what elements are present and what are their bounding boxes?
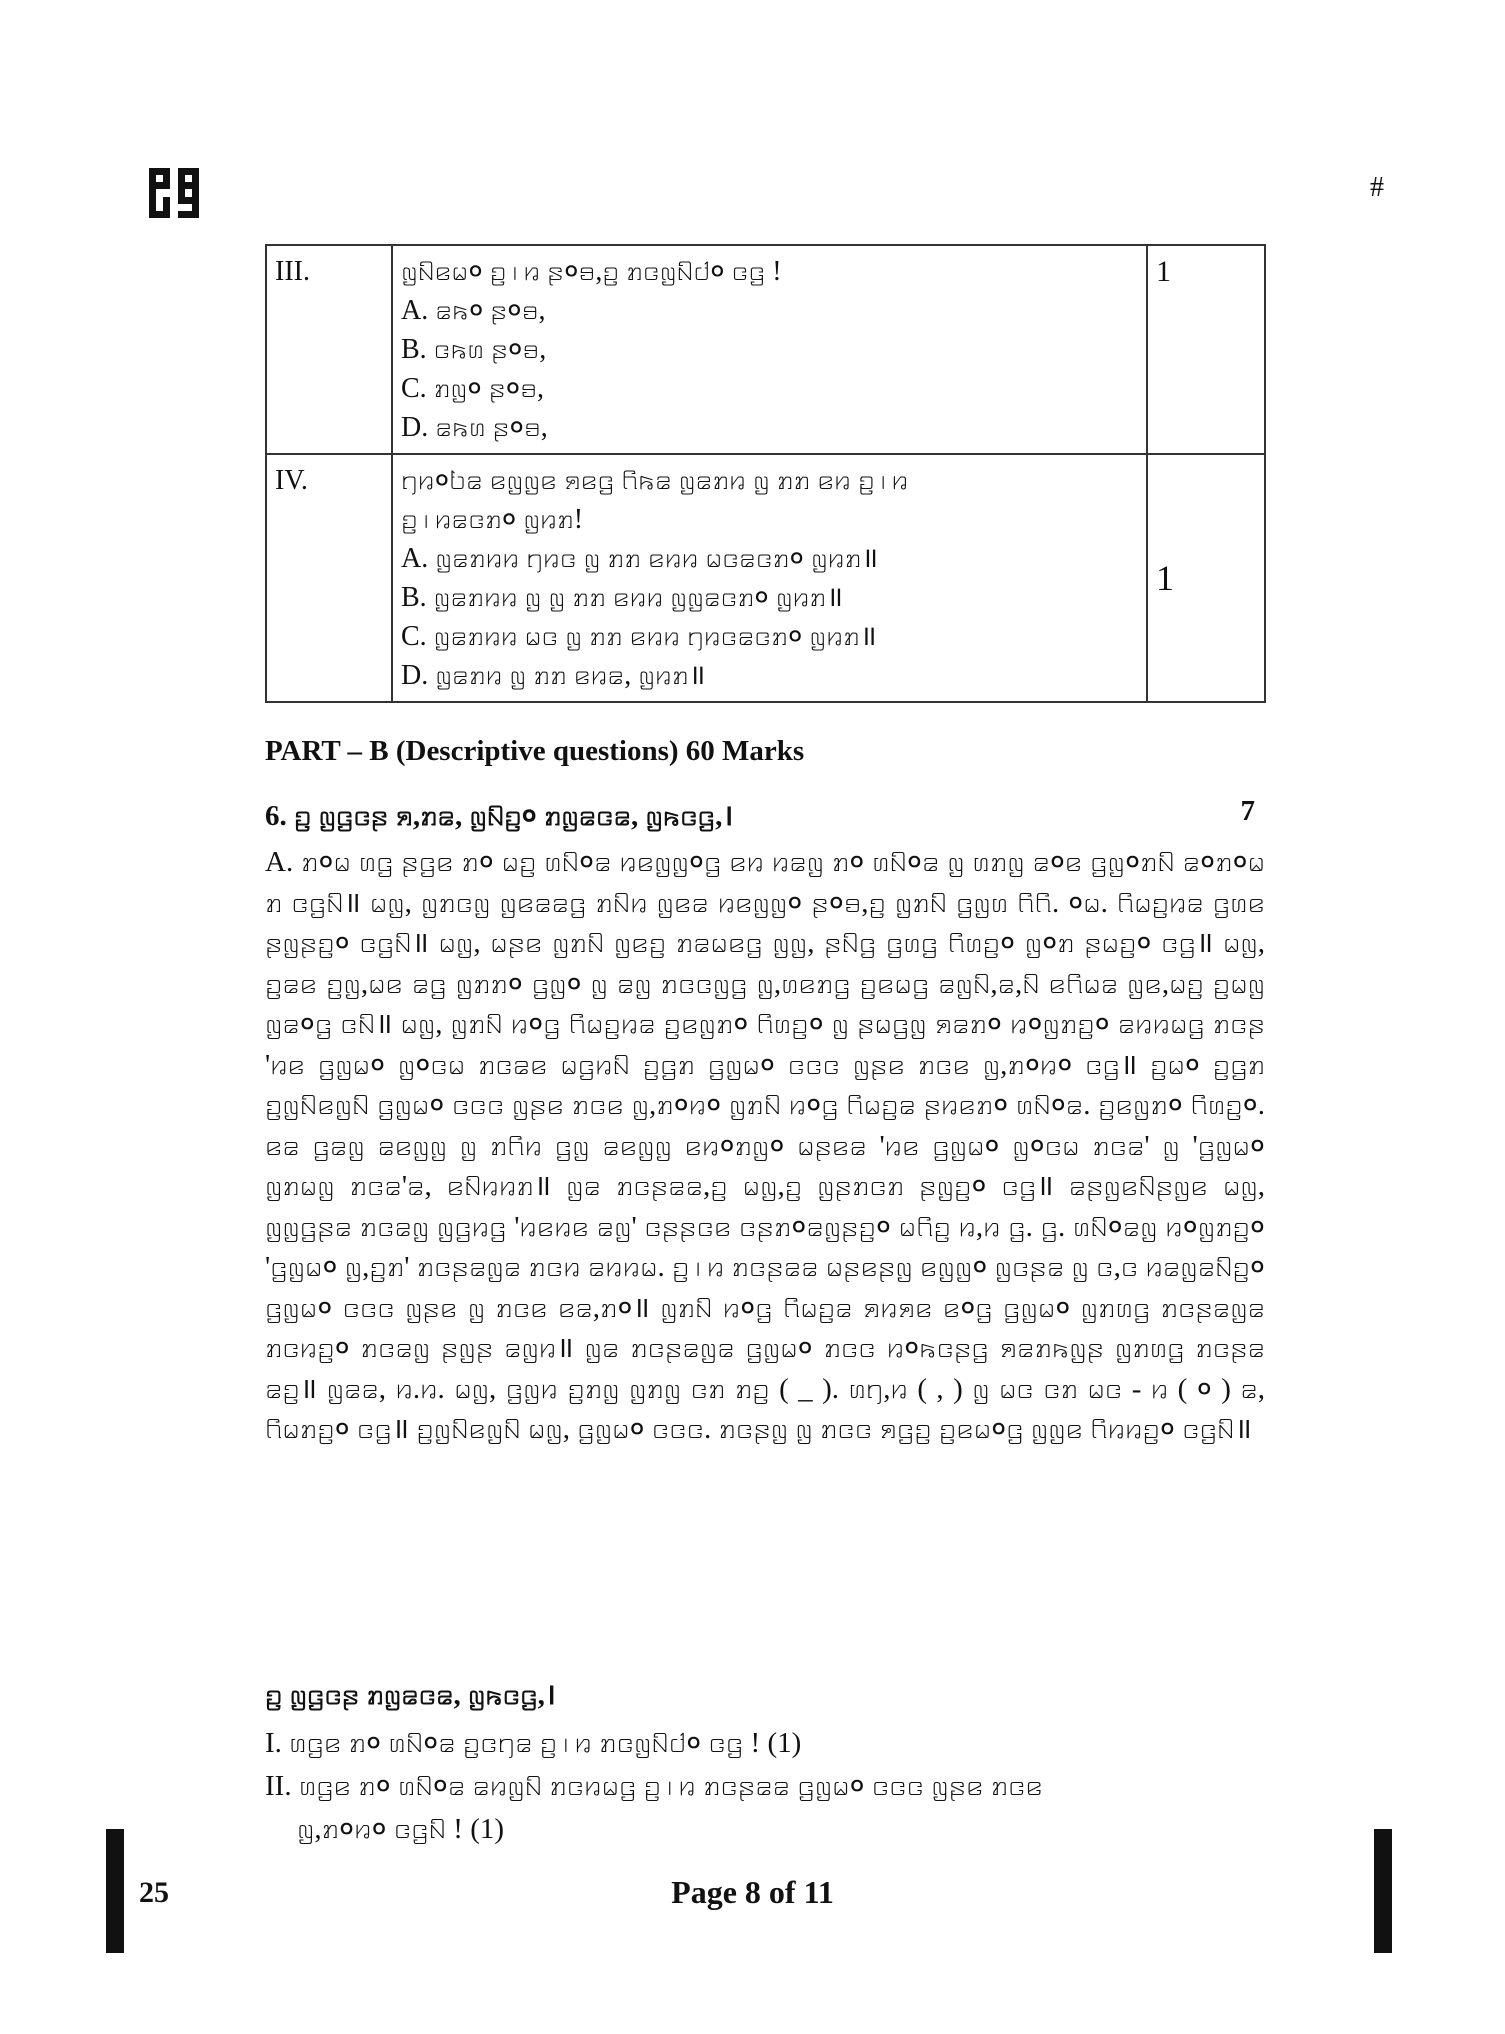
marks: 1	[1147, 454, 1265, 702]
section-heading: PART – B (Descriptive questions) 60 Marks	[265, 735, 805, 767]
question-cell	[392, 245, 1147, 454]
sub-questions	[265, 1722, 1265, 1851]
qr-code-icon	[149, 168, 199, 218]
page-number: Page 8 of 11	[671, 1874, 834, 1910]
sub-question-1: I. ꤛꤞꤕ ꤊ० ꤛꤡ०ꤘ ꤑꤍꤚꤘ ꤑ꤯ꤙ ꤊꤍꤜꤡꤓ० ꤍꤞ ! (1)	[265, 1727, 802, 1759]
table-row	[266, 245, 1265, 454]
sub-question-2: II. ꤛꤞꤕ ꤊ० ꤛꤡ०ꤘ ꤘꤙꤜꤡ ꤊꤍꤙꤗꤞ ꤑ꤯ꤙ ꤊꤍꤔꤘꤘ ꤞꤜꤗ० ꤍꤍꤍ ꤜꤔꤕ ꤊꤍꤕ	[265, 1770, 1043, 1802]
question-number: IV.	[266, 454, 392, 702]
sub-question-2-cont: ꤜ,ꤊ०ꤙ० ꤍꤞꤡ ! (1)	[297, 1813, 505, 1845]
option-a: A. ꤜꤘꤊꤙꤙ ꤚꤙꤍ ꤜ ꤊꤊ ꤕꤙꤙ ꤗꤍꤘꤍꤊ० ꤜꤙꤊ॥	[401, 543, 879, 574]
option-b: B. ꤜꤘꤊꤙꤙ ꤜ ꤜ ꤊꤊ ꤕꤙꤙ ꤜꤜꤘꤍꤊ० ꤜꤙꤊ॥	[401, 582, 844, 613]
option-d: D. ꤜꤘꤊꤙ ꤜ ꤊꤊ ꤕꤙꤘ, ꤜꤙꤊ॥	[401, 660, 706, 691]
question-6-marks: 7	[1240, 795, 1255, 827]
table-row	[266, 454, 1265, 702]
question-cell	[392, 454, 1147, 702]
question-text-cont: ꤑ꤯ꤙꤘꤍꤊ० ꤜꤙꤊ!	[401, 504, 584, 535]
sub-heading: ꤑ ꤜꤞꤍꤔ ꤊꤜꤘꤍꤘ, ꤜꤒꤍꤞ,।	[265, 1679, 556, 1711]
passage: A. ꤊ०ꤗ ꤛꤞ ꤔꤞꤕ ꤊ० ꤗꤑ ꤛꤡ०ꤘ ꤙꤕꤜꤜ०ꤞ ꤕꤙ ꤙꤘꤜ ꤊ० ꤛꤡ०ꤘ ꤜ ꤛꤊꤜ ꤘ०ꤕ ꤞꤜ०ꤊꤡ ꤘ०ꤊ०ꤗ ꤊ ꤍꤞꤡ॥ ꤗꤜ, ꤜꤊꤍꤜ ꤜꤕꤘꤘꤞ ꤊꤡꤙ ꤜꤕꤘ ꤙꤕꤜꤜ० ꤔ०ꤋ,ꤑ ꤜꤊꤡ ꤞꤜꤛ ꤖꤖ. ०ꤗ. ꤖꤗꤑꤙꤘ ꤞꤛꤕ ꤔꤜꤔꤑ० ꤍꤞꤡ॥ ꤗꤜ, ꤗꤔꤕ ꤜꤊꤡ ꤜꤕꤑ ꤊꤘꤗꤕꤞ ꤜꤜ, ꤔꤡꤞ ꤞꤛꤞ ꤖꤛꤑ० ꤜ०ꤊ ꤔꤗꤑ० ꤍꤞ॥ ꤗꤜ, ꤑꤘꤕ ꤑꤜ,ꤗꤕ ꤘꤞ ꤜꤊꤊ० ꤞꤜ० ꤜ ꤘꤜ ꤊꤍꤍꤜꤞ ꤜ,ꤛꤕꤊꤞ ꤑꤕꤗꤞ ꤘꤜꤡ,ꤘ,ꤡ ꤕꤖꤗꤘ ꤜꤕ,ꤗꤑ ꤑꤗꤜ ꤜꤘ०ꤞ ꤍꤡ॥ ꤗꤜ, ꤜꤊꤡ ꤙ०ꤞ ꤖꤗꤑꤙꤘ ꤑꤕꤜꤊ० ꤖꤛꤑ० ꤜ ꤔꤗꤞꤜ ꤎꤘꤊ० ꤙ०ꤜꤊꤑ० ꤘꤙꤙꤗꤞ ꤊꤍꤔ 'ꤙꤕ ꤞꤜꤗ० ꤜ०ꤍꤗ ꤊꤍꤘꤕ ꤗꤞꤙꤡ ꤑꤞꤊ ꤞꤜꤗ० ꤍꤍꤍ ꤜꤔꤕ ꤊꤍꤕ ꤜ,ꤊ०ꤙ० ꤍꤞ॥ ꤑꤗ० ꤑꤞꤊ ꤑꤜꤡꤕꤜꤡ ꤞꤜꤗ० ꤍꤍꤍ ꤜꤔꤕ ꤊꤍꤕ ꤜ,ꤊ०ꤙ० ꤜꤊꤡ ꤙ०ꤞ ꤖꤗꤑꤘ ꤔꤙꤕꤊ० ꤛꤡ०ꤘ. ꤑꤕꤜꤊ० ꤖꤛꤑ०. ꤕꤘ ꤞꤘꤜ ꤘꤕꤜꤜ ꤜ ꤊꤖꤙ ꤞꤜ ꤘꤕꤜꤜ ꤕꤙ०ꤊꤜ० ꤗꤔꤕꤘ 'ꤙꤕ ꤞꤜꤗ० ꤜ०ꤍꤗ ꤊꤍꤘ' ꤜ 'ꤞꤜꤗ० ꤜꤊꤗꤜ ꤊꤍꤘ'ꤘ, ꤕꤡꤙꤙꤊ॥ ꤜꤘ ꤊꤍꤔꤘꤘ,ꤑ ꤗꤜ,ꤑ ꤜꤔꤊꤍꤊ ꤔꤜꤑ० ꤍꤞ॥ ꤘꤔꤜꤕꤡꤔꤜꤕ ꤗꤜ, ꤜꤜꤞꤔꤘ ꤊꤍꤘꤜ ꤜꤞꤙꤞ 'ꤙꤕꤙꤕ ꤘꤜ' ꤍꤔꤔꤍꤕ ꤍꤔꤊ०ꤘꤜꤔꤑ० ꤗꤖꤑ ꤙ,ꤙ ꤞ. ꤞ. ꤛꤡ०ꤘꤜ ꤙ०ꤜꤊꤑ० 'ꤞꤜꤗ० ꤜ,ꤑꤊ' ꤊꤍꤔꤘꤜꤘ ꤊꤍꤙ ꤘꤙꤙꤗ. ꤑ꤯ꤙ ꤊꤍꤔꤘꤘ ꤗꤔꤕꤔꤜ ꤕꤜꤜ० ꤜꤍꤔꤘ ꤜ ꤍ,ꤍ ꤙꤘꤜꤘꤡꤑ० ꤞꤜꤗ० ꤍꤍꤍ ꤜꤔꤕ ꤜ ꤊꤍꤕ ꤕꤘ,ꤊ०॥ ꤜꤊꤡ ꤙ०ꤞ ꤖꤗꤑꤘ ꤎꤙꤎꤕ ꤕ०ꤞ ꤞꤜꤗ० ꤜꤊꤛꤞ ꤊꤍꤔꤘꤜꤘ ꤊꤍꤙꤑ० ꤊꤍꤘꤜ ꤔꤜꤔ ꤘꤜꤙ॥ ꤜꤘ ꤊꤍꤔꤘꤜꤘ ꤞꤜꤗ० ꤊꤍꤍ ꤙ०ꤒꤍꤔꤞ ꤎꤘꤊꤒꤜꤔ ꤜꤊꤛꤞ ꤊꤍꤔꤘ ꤘꤑ॥ ꤜꤘꤘ, ꤙ.ꤙ. ꤗꤜ, ꤞꤜꤙ ꤑꤊꤜ ꤜꤊꤜ ꤍꤊ ꤊꤑ ( _ ). ꤛꤚ,ꤙ ( , ) ꤜ ꤗꤍ ꤍꤊ ꤗꤍ - ꤙ ( ० ) ꤘ, ꤖꤗꤊꤑ० ꤍꤞ॥ ꤑꤜꤡꤕꤜꤡ ꤗꤜ, ꤞꤜꤗ० ꤍꤍꤍ. ꤊꤍꤔꤜ ꤜ ꤊꤍꤍ ꤎꤞꤑ ꤑꤕꤗ०ꤞ ꤜꤜꤕ ꤖꤙꤙꤑ० ꤍꤞꤡ॥	[265, 846, 1265, 1445]
question-6-text: 6. ꤑ ꤜꤞꤍꤔ ꤎ,ꤊꤘ, ꤜꤡꤑ० ꤊꤜꤘꤍꤘ, ꤜꤒꤍꤞ,।	[265, 800, 734, 832]
question-table	[265, 244, 1266, 703]
option-c: C. ꤊꤜ० ꤔ०ꤋ,	[401, 373, 544, 404]
page-hash-mark: #	[1370, 172, 1384, 203]
footer-number: 25	[139, 1876, 169, 1909]
marks: 1	[1147, 245, 1265, 454]
option-d: D. ꤘꤒꤛ ꤔ०ꤋ,	[401, 412, 548, 443]
option-b: B. ꤍꤒꤛ ꤔ०ꤋ,	[401, 334, 547, 365]
question-text: ꤜꤡꤕꤗ० ꤑ꤯ꤙ ꤔ०ꤋ,ꤑ ꤊꤍꤜꤡꤓ० ꤍꤞ !	[401, 256, 782, 287]
option-c: C. ꤜꤘꤊꤙꤙ ꤗꤍ ꤜ ꤊꤊ ꤕꤙꤙ ꤚꤙꤍꤘꤍꤊ० ꤜꤙꤊ॥	[401, 621, 877, 652]
question-text: ꤚꤙ०ꤝꤘ ꤕꤜꤜꤕ ꤎꤕꤞ ꤖꤒꤘ ꤜꤘꤊꤙ ꤜ ꤊꤊ ꤕꤙ ꤑ꤯ꤙ	[401, 465, 909, 496]
option-a: A. ꤘꤒ० ꤔ०ꤋ,	[401, 295, 546, 326]
question-number: III.	[266, 245, 392, 454]
question-6	[265, 795, 1265, 834]
